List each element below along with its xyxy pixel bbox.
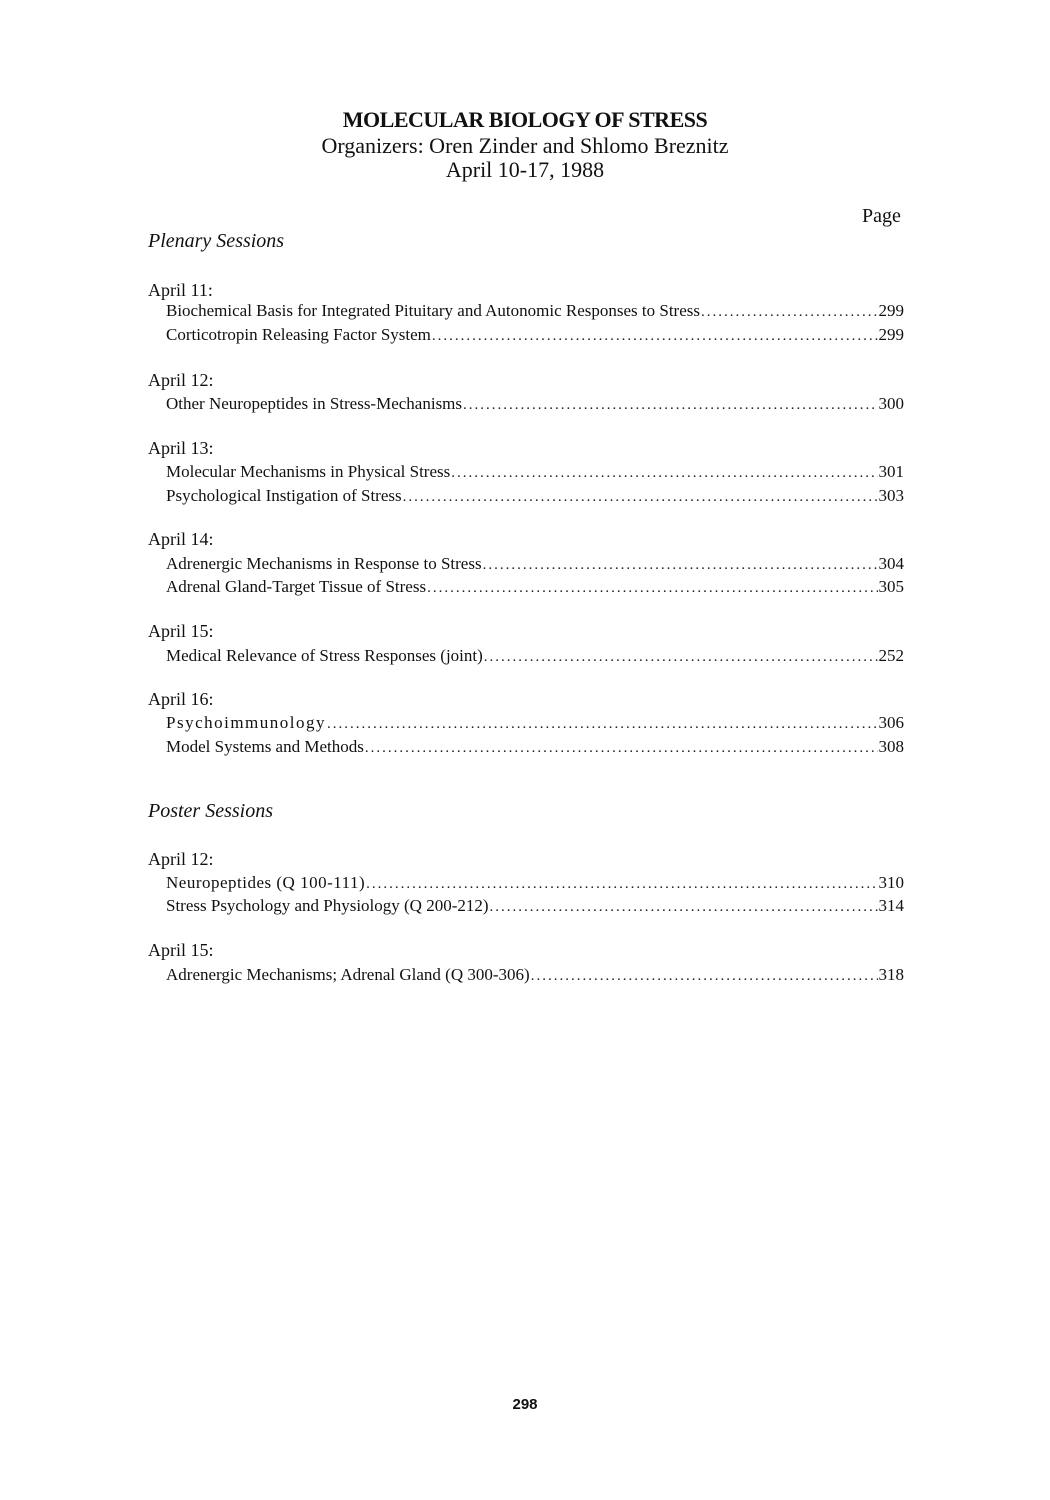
entry-page: 300 xyxy=(878,394,904,413)
entry-title: Stress Psychology and Physiology (Q 200-212) xyxy=(166,896,489,915)
dot-leader xyxy=(366,873,877,895)
entry-page: 303 xyxy=(878,486,904,505)
plenary-sessions-heading: Plenary Sessions xyxy=(148,230,285,252)
entry-page: 306 xyxy=(878,713,904,732)
poster-sessions-heading: Poster Sessions xyxy=(148,800,273,822)
dot-leader xyxy=(701,301,878,323)
toc-entry xyxy=(166,393,904,415)
organizers-line: Organizers: Oren Zinder and Shlomo Breznitz xyxy=(321,133,729,158)
entry-title: Adrenergic Mechanisms in Response to Stress xyxy=(166,554,482,573)
entry-page: 314 xyxy=(878,896,904,915)
document-title: MOLECULAR BIOLOGY OF STRESS xyxy=(342,107,708,132)
toc-entry xyxy=(166,645,904,667)
day-label: April 14: xyxy=(148,529,214,549)
day-label: April 12: xyxy=(148,849,214,869)
dot-leader xyxy=(490,896,878,918)
entry-title: Corticotropin Releasing Factor System xyxy=(166,325,431,344)
entry-title: Medical Relevance of Stress Responses (joint) xyxy=(166,646,483,665)
entry-page: 318 xyxy=(878,965,904,984)
dates-line: April 10-17, 1988 xyxy=(445,157,605,182)
entry-title: Molecular Mechanisms in Physical Stress xyxy=(166,462,451,481)
entry-page: 310 xyxy=(878,873,904,892)
dot-leader xyxy=(403,486,878,508)
day-label: April 15: xyxy=(148,940,214,960)
toc-entry xyxy=(166,324,904,346)
toc-entry xyxy=(166,736,904,758)
entry-title: Other Neuropeptides in Stress-Mechanisms xyxy=(166,394,463,413)
toc-entry xyxy=(166,895,904,917)
day-label: April 12: xyxy=(148,370,214,390)
dot-leader xyxy=(483,554,878,576)
entry-title: Neuropeptides (Q 100-111) xyxy=(166,873,366,892)
dot-leader xyxy=(432,325,878,347)
entry-title: Adrenal Gland-Target Tissue of Stress xyxy=(166,577,427,596)
document-header xyxy=(0,106,1050,182)
entry-title: Model Systems and Methods xyxy=(166,737,364,756)
toc-entry xyxy=(166,485,904,507)
toc-entry xyxy=(166,712,904,734)
entry-page: 305 xyxy=(878,577,904,596)
page-number: 298 xyxy=(512,1396,538,1413)
entry-page: 299 xyxy=(878,301,904,320)
toc-entry xyxy=(166,553,904,575)
dot-leader xyxy=(484,646,878,668)
dot-leader xyxy=(365,737,878,759)
entry-page: 252 xyxy=(878,646,904,665)
toc-entry xyxy=(166,461,904,483)
day-label: April 16: xyxy=(148,689,214,709)
dot-leader xyxy=(427,577,877,599)
day-label: April 15: xyxy=(148,621,214,641)
entry-page: 304 xyxy=(878,554,904,573)
dot-leader xyxy=(327,713,877,735)
toc-entry xyxy=(166,964,904,986)
page-column-label: Page xyxy=(862,205,901,227)
entry-title: Psychological Instigation of Stress xyxy=(166,486,402,505)
entry-title: Adrenergic Mechanisms; Adrenal Gland (Q 300-306) xyxy=(166,965,530,984)
dot-leader xyxy=(463,394,877,416)
toc-entry xyxy=(166,576,904,598)
day-label: April 11: xyxy=(148,280,213,300)
entry-title: Biochemical Basis for Integrated Pituitary and Autonomic Responses to Stress xyxy=(166,301,700,320)
toc-entry xyxy=(166,300,904,322)
entry-title: Psychoimmunology xyxy=(166,713,327,732)
entry-page: 301 xyxy=(878,462,904,481)
dot-leader xyxy=(451,462,877,484)
day-label: April 13: xyxy=(148,438,214,458)
dot-leader xyxy=(531,965,878,987)
entry-page: 299 xyxy=(878,325,904,344)
entry-page: 308 xyxy=(878,737,904,756)
toc-entry xyxy=(166,872,904,894)
